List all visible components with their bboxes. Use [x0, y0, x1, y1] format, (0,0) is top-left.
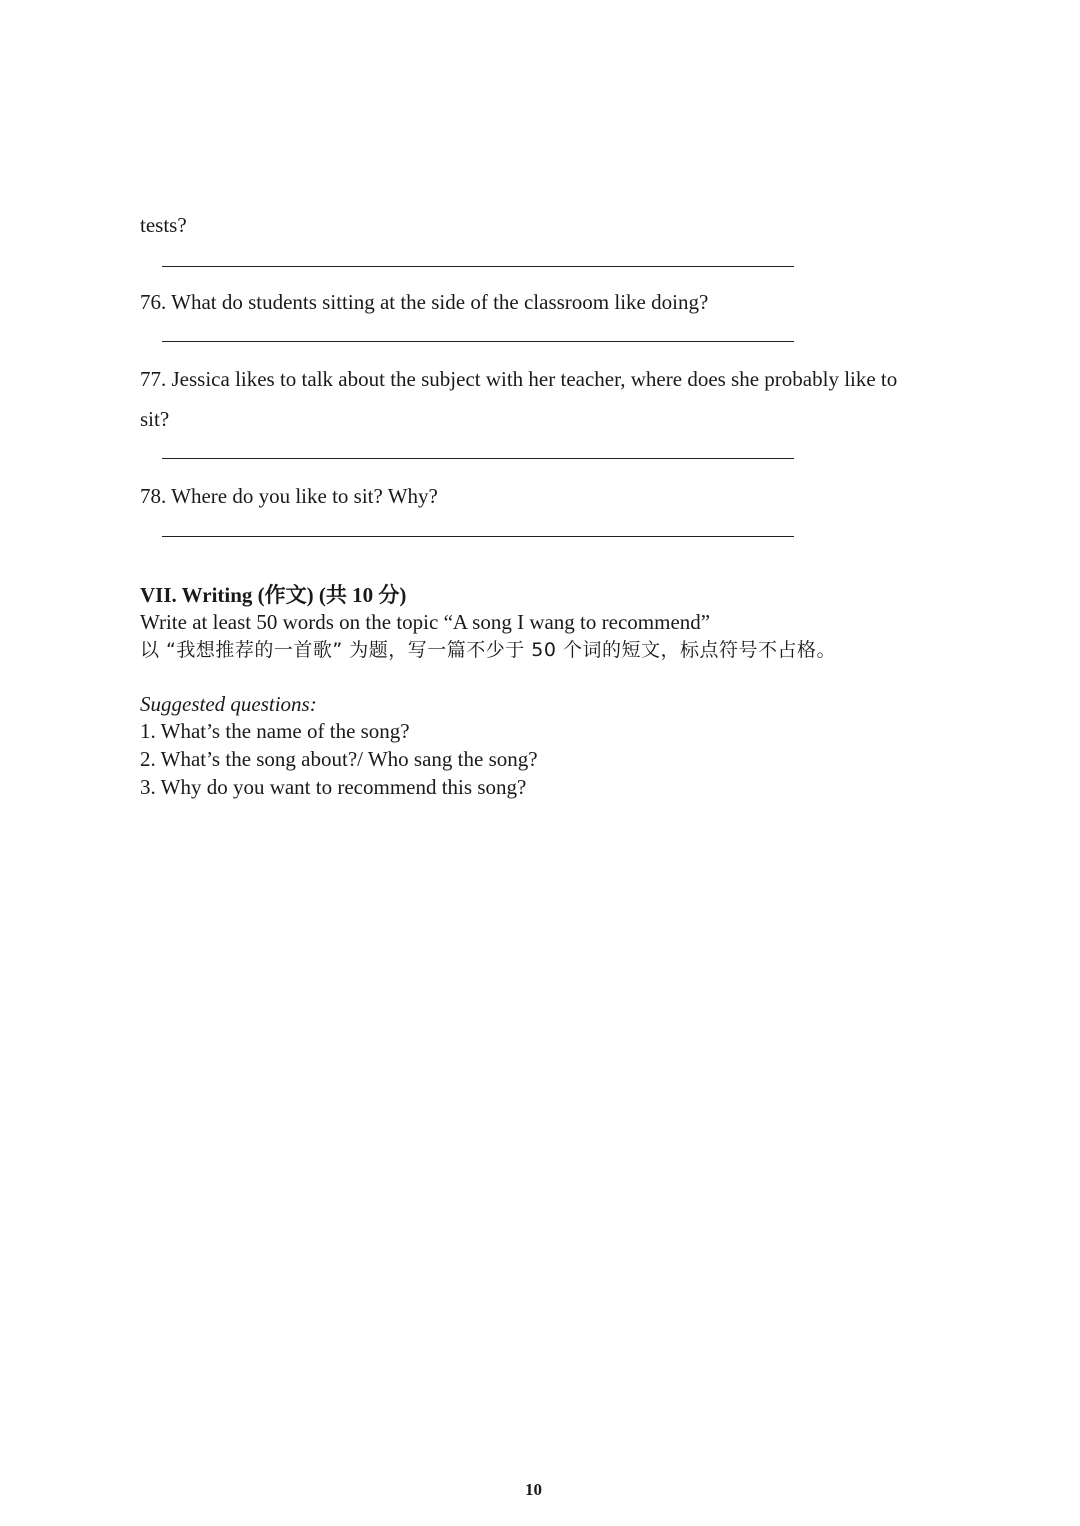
- question-number: 76.: [140, 290, 167, 314]
- continuation-text: tests?: [140, 213, 187, 237]
- writing-instruction-en: Write at least 50 words on the topic “A song I wang to recommend”: [140, 610, 711, 634]
- page-number: 10: [525, 1480, 542, 1499]
- suggested-question-1: 1. What’s the name of the song?: [140, 719, 410, 743]
- answer-line-75: [162, 266, 794, 267]
- question-number: 77.: [140, 367, 167, 391]
- suggested-questions-label: Suggested questions:: [140, 692, 317, 716]
- writing-instruction-cn: 以 “我想推荐的一首歌” 为题，写一篇不少于 50 个词的短文，标点符号不占格。: [140, 639, 837, 661]
- question-78: [140, 483, 438, 509]
- writing-heading: VII. Writing (作文) (共 10 分): [140, 583, 407, 607]
- suggested-question-2: 2. What’s the song about?/ Who sang the song?: [140, 747, 538, 771]
- question-76: [140, 289, 708, 315]
- question-text: Jessica likes to talk about the subject with her teacher, where does she probably like to: [171, 367, 898, 391]
- question-text: What do students sitting at the side of the classroom like doing?: [171, 290, 709, 314]
- question-77-line2: sit?: [140, 407, 170, 431]
- question-text: Where do you like to sit? Why?: [171, 484, 438, 508]
- question-number: 78.: [140, 484, 167, 508]
- answer-line-77: [162, 458, 794, 459]
- answer-line-76: [162, 341, 794, 342]
- suggested-question-3: 3. Why do you want to recommend this song?: [140, 775, 527, 799]
- question-77: [140, 366, 897, 392]
- answer-line-78: [162, 536, 794, 537]
